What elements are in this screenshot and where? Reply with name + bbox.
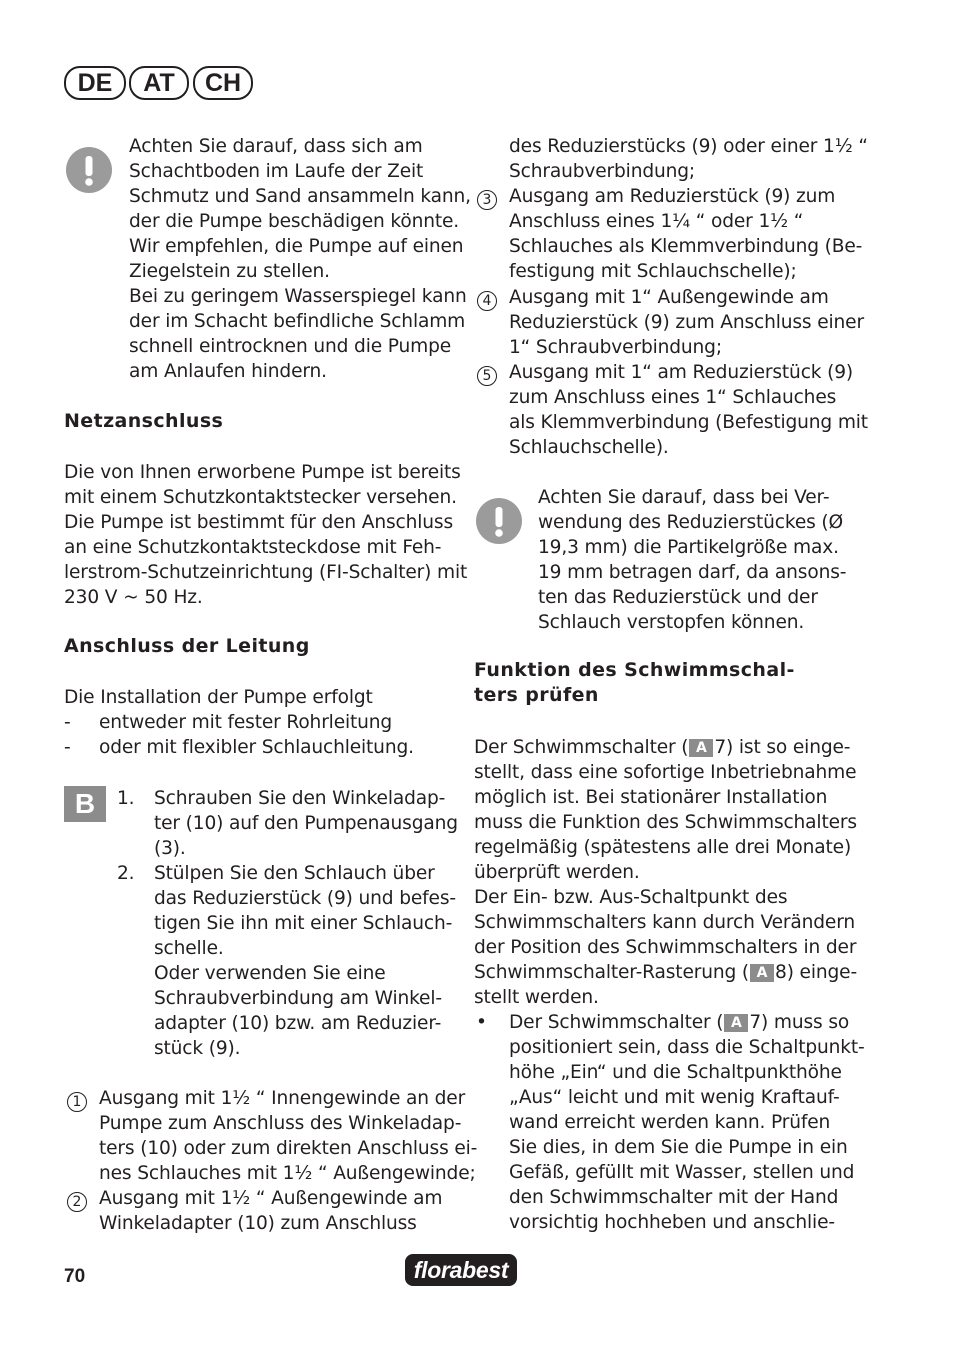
bullet-line1: Der Schwimmschalter ( A 7) muss so xyxy=(509,1012,850,1033)
warning-text-sediment: Achten Sie darauf, dass sich am Schachtboden im Laufe der Zeit Schmutz und Sand ansammeln kann, der die Pumpe beschädigen könnte. Wir empfehlen, die Pumpe auf einen Ziegelstein zu stellen. Bei zu geringem Wasserspiegel kann der im Schacht befindliche Schlamm schnell eintrocknen und die Pumpe am Anlaufen hindern. xyxy=(129,136,471,382)
schwimm-paragraph-line11: stellt werden. xyxy=(474,987,599,1008)
warning-text-particle: Achten Sie darauf, dass bei Ver- wendung des Reduzierstückes (Ø 19,3 mm) die Partikelgröße max. 19 mm betragen darf, da ansons- ten das Reduzierstück und der Schlauch verstopfen können. xyxy=(538,487,847,633)
circled-number-5: 5 xyxy=(477,366,497,386)
figure-a-tag: A xyxy=(689,739,713,757)
heading-anschluss-leitung: Anschluss der Leitung xyxy=(64,635,310,657)
schwimm-paragraph-line10: Schwimmschalter-Rasterung ( A 8) einge- xyxy=(474,962,858,983)
install-intro: Die Installation der Pumpe erfolgt xyxy=(64,687,373,708)
dash-bullet: - xyxy=(64,712,71,733)
figure-a-tag: A xyxy=(750,964,774,982)
install-item: oder mit flexibler Schlauchleitung. xyxy=(99,737,414,758)
output-continuation: des Reduzierstücks (9) oder einer 1½ “ Schraubverbindung; xyxy=(509,136,868,182)
badge-de: DE xyxy=(64,66,126,100)
schwimm-paragraph-line1: Der Schwimmschalter ( A 7) ist so einge- xyxy=(474,737,851,758)
florabest-logo: florabest xyxy=(405,1254,517,1286)
netzanschluss-text: Die von Ihnen erworbene Pumpe ist bereits mit einem Schutzkontaktstecker versehen. Die Pumpe ist bestimmt für den Anschluss an eine Schutzkontaktsteckdose mit Feh- lerstrom-Schutzeinrichtung (FI-Schalter) mit 230 V ~ 50 Hz. xyxy=(64,462,468,608)
heading-netzanschluss: Netzanschluss xyxy=(64,410,224,432)
output-text: Ausgang mit 1“ Außengewinde am Reduzierstück (9) zum Anschluss einer 1“ Schraubverbindung; xyxy=(509,287,864,358)
schwimm-paragraph: stellt, dass eine sofortige Inbetriebnahme möglich ist. Bei stationärer Installation muss die Funktion des Schwimmschalters regelmäßig (spätestens alle drei Monate) überprüft werden. Der Ein- bzw. Aus-Schaltpunkt des Schwimmschalters kann durch Verändern der Position des Schwimmschalters in der xyxy=(474,762,857,958)
install-item: entweder mit fester Rohrleitung xyxy=(99,712,393,733)
badge-at: AT xyxy=(129,66,189,100)
circled-number-3: 3 xyxy=(477,190,497,210)
figure-a-tag: A xyxy=(724,1014,748,1032)
page-number: 70 xyxy=(64,1266,86,1287)
step-number: 1. xyxy=(117,788,135,809)
circled-number-4: 4 xyxy=(477,291,497,311)
output-text: Ausgang am Reduzierstück (9) zum Anschluss eines 1¼ “ oder 1½ “ Schlauches als Klemmverbindung (Be- festigung mit Schlauchschelle); xyxy=(509,186,863,282)
warning-icon xyxy=(66,147,112,193)
bullet-dot: • xyxy=(476,1012,487,1033)
circled-number-2: 2 xyxy=(67,1192,87,1212)
badge-ch: CH xyxy=(193,66,253,100)
heading-schwimmschalter: Funktion des Schwimmschal- ters prüfen xyxy=(474,659,795,706)
output-text: Ausgang mit 1“ am Reduzierstück (9) zum Anschluss eines 1“ Schlauches als Klemmverbindung (Befestigung mit Schlauchschelle). xyxy=(509,362,868,458)
warning-icon xyxy=(476,498,522,544)
bullet-text: positioniert sein, dass die Schaltpunkt- höhe „Ein“ und die Schaltpunkthöhe „Aus“ leicht und mit wenig Kraftauf- wand erreicht werden kann. Prüfen Sie dies, in dem Sie die Pumpe in ein Gefäß, gefüllt mit Wasser, stellen und den Schwimmschalter mit der Hand vorsichtig hochheben und anschlie- xyxy=(509,1037,865,1233)
circled-number-1: 1 xyxy=(67,1092,87,1112)
dash-bullet: - xyxy=(64,737,71,758)
output-text: Ausgang mit 1½ “ Außengewinde am Winkeladapter (10) zum Anschluss xyxy=(99,1188,443,1234)
output-text: Ausgang mit 1½ “ Innengewinde an der Pumpe zum Anschluss des Winkeladap- ters (10) oder zum direkten Anschluss ei- nes Schlauches mit 1½ “ Außengewinde; xyxy=(99,1088,478,1184)
figure-b-label: B xyxy=(64,786,106,822)
step-number: 2. xyxy=(117,863,135,884)
step-text: Schrauben Sie den Winkeladap- ter (10) auf den Pumpenausgang (3). xyxy=(154,788,458,859)
step-text: Stülpen Sie den Schlauch über das Reduzierstück (9) und befes- tigen Sie ihn mit einer Schlauch- schelle. Oder verwenden Sie eine Schraubverbindung am Winkel- adapter (10) bzw. am Reduzier- stück (9). xyxy=(154,863,456,1059)
